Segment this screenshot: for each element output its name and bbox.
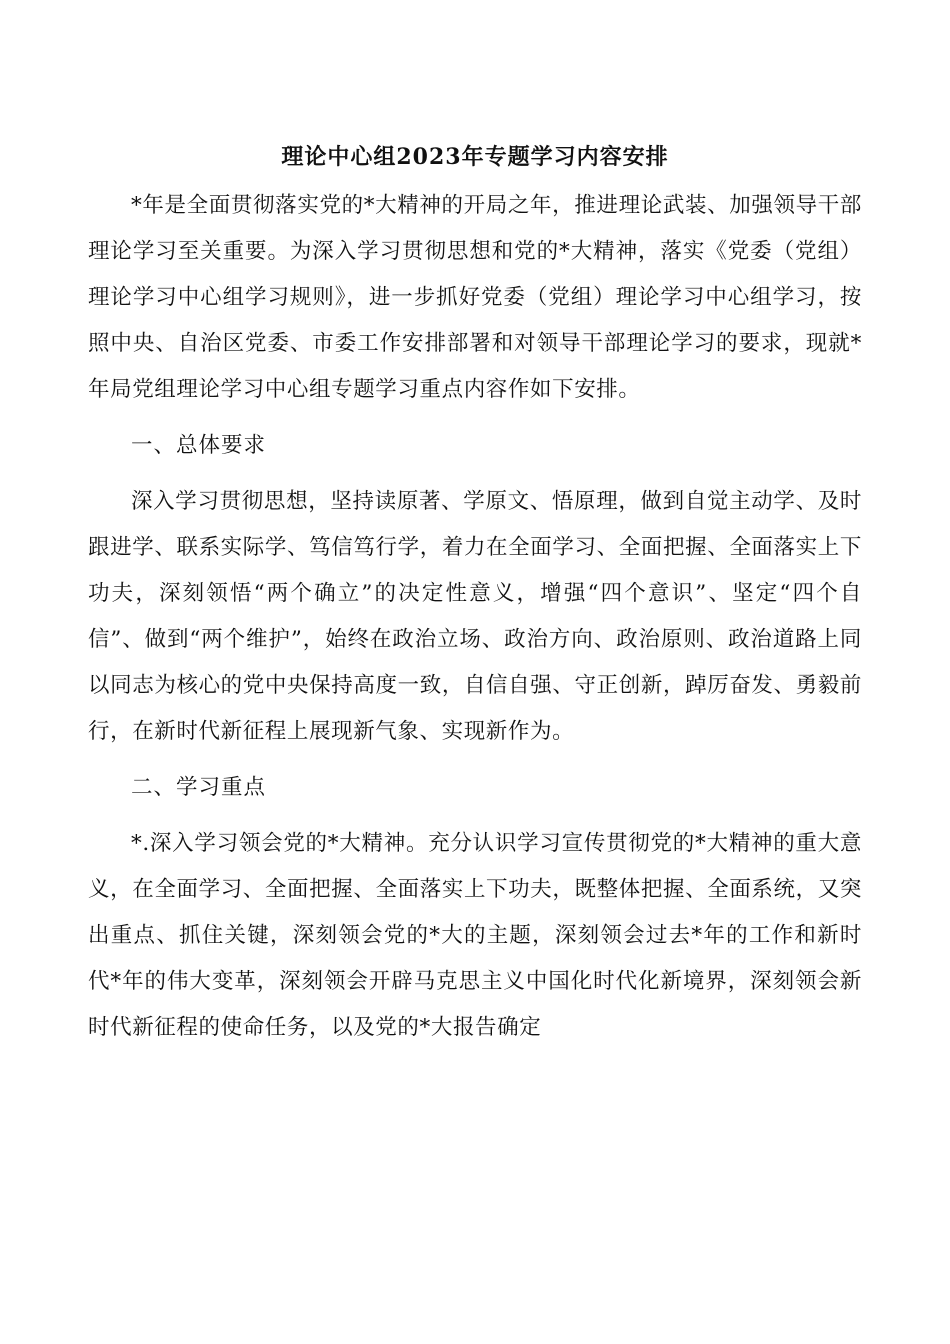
study-focus-paragraph: *.深入学习领会党的*大精神。充分认识学习宣传贯彻党的*大精神的重大意义，在全面学习、全面把握、全面落实上下功夫，既整体把握、全面系统，又突出重点、抓住关键，深刻领会党的*大的主题，深刻领会过去*年的工作和新时代*年的伟大变革，深刻领会开辟马克思主义中国化时代化新境界，深刻领会新时代新征程的使命任务，以及党的*大报告确定 bbox=[88, 831, 862, 1040]
document-body bbox=[88, 183, 862, 1051]
document-title: 理论中心组2023年专题学习内容安排 bbox=[281, 144, 669, 170]
section-heading-general-requirements: 一、总体要求 bbox=[131, 433, 267, 458]
general-requirements-paragraph: 深入学习贯彻思想，坚持读原著、学原文、悟原理，做到自觉主动学、及时跟进学、联系实际学、笃信笃行学，着力在全面学习、全面把握、全面落实上下功夫，深刻领悟“两个确立”的决定性意义，增强“四个意识”、坚定“四个自信”、做到“两个维护”，始终在政治立场、政治方向、政治原则、政治道路上同以同志为核心的党中央保持高度一致，自信自强、守正创新，踔厉奋发、勇毅前行，在新时代新征程上展现新气象、实现新作为。 bbox=[88, 489, 862, 744]
intro-paragraph: *年是全面贯彻落实党的*大精神的开局之年，推进理论武装、加强领导干部理论学习至关重要。为深入学习贯彻思想和党的*大精神，落实《党委（党组）理论学习中心组学习规则》，进一步抓好党委（党组）理论学习中心组学习，按照中央、自治区党委、市委工作安排部署和对领导干部理论学习的要求，现就*年局党组理论学习中心组专题学习重点内容作如下安排。 bbox=[88, 193, 862, 402]
section-heading-study-focus: 二、学习重点 bbox=[131, 775, 267, 800]
